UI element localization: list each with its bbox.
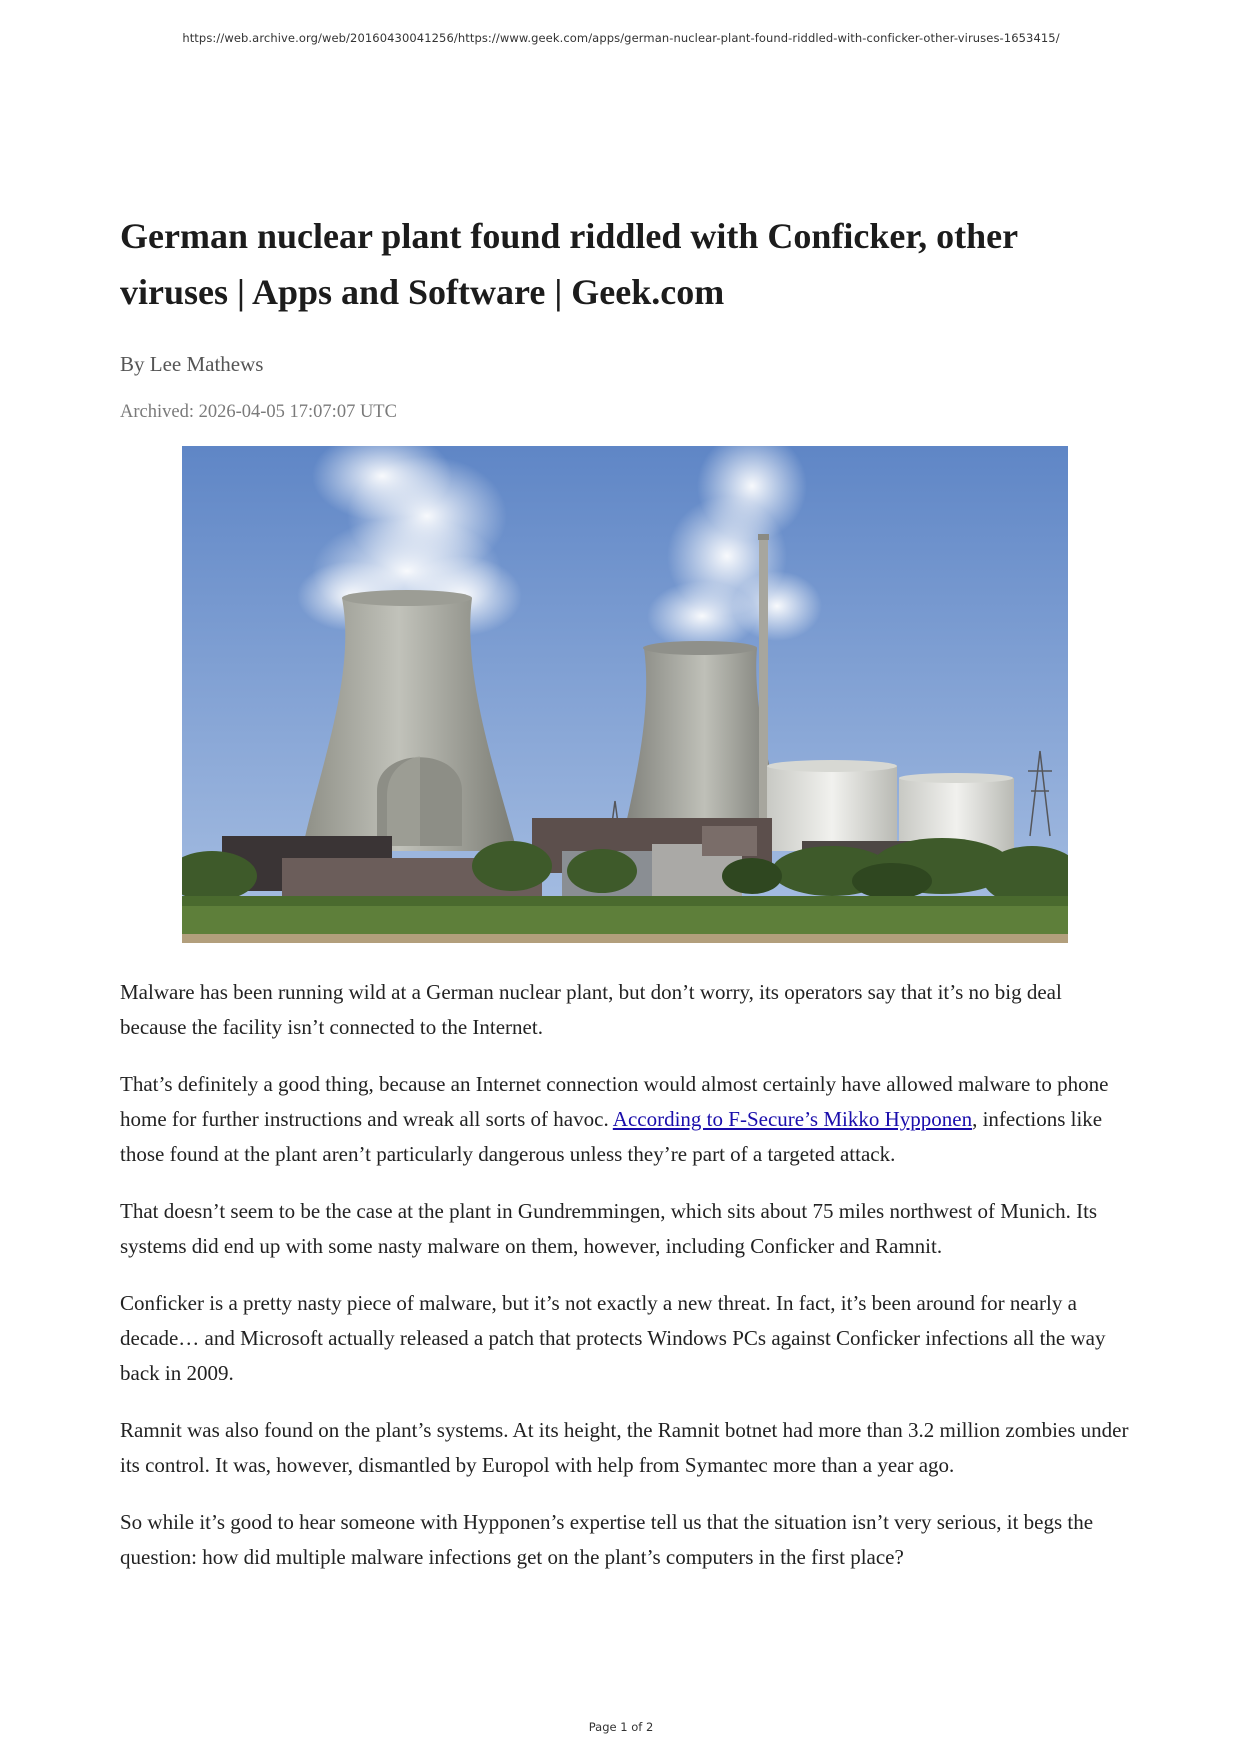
paragraph-3: That doesn’t seem to be the case at the plant in Gundremmingen, which sits about 75 miles northwest of Munich. Its systems did end up with some nasty malware on them, however, including Conficker and Ramnit. (120, 1199, 1098, 1258)
archived-timestamp: Archived: 2026-04-05 17:07:07 UTC (120, 402, 397, 422)
paragraph-2 (120, 1067, 1130, 1172)
paragraph-2-before: That’s definitely a good thing, because an Internet connection would almost certainly have allowed malware to phone home for further instructions and wreak all sorts of havoc. (120, 1072, 1109, 1131)
article-header (120, 208, 1130, 424)
nuclear-plant-illustration (182, 446, 1068, 943)
hypponen-source-link[interactable]: According to F-Secure’s Mikko Hypponen (612, 1107, 973, 1131)
paragraph-5: Ramnit was also found on the plant’s systems. At its height, the Ramnit botnet had more than 3.2 million zombies under its control. It was, however, dismantled by Europol with help from Symantec more than a year ago. (120, 1418, 1129, 1477)
archive-url: https://web.archive.org/web/20160430041256/https://www.geek.com/apps/german-nuclear-plant-found-riddled-with-conficker-other-viruses-1653415/ (182, 31, 1060, 45)
page-title: German nuclear plant found riddled with Conficker, other viruses | Apps and Software | Geek.com (120, 216, 1018, 312)
hero-image (182, 446, 1068, 943)
paragraph-1: Malware has been running wild at a German nuclear plant, but don’t worry, its operators say that it’s no big deal because the facility isn’t connected to the Internet. (120, 980, 1062, 1039)
paragraph-6: So while it’s good to hear someone with Hypponen’s expertise tell us that the situation isn’t very serious, it begs the question: how did multiple malware infections get on the plant’s computers in the first place? (120, 1510, 1094, 1569)
paragraph-4: Conficker is a pretty nasty piece of malware, but it’s not exactly a new threat. In fact, it’s been around for nearly a decade… and Microsoft actually released a patch that protects Windows PCs against Conficker infections all the way back in 2009. (120, 1291, 1106, 1385)
paragraph-2-after: , infections like those found at the plant aren’t particularly dangerous unless they’re part of a targeted attack. (120, 1107, 1103, 1166)
author-byline: By Lee Mathews (120, 352, 264, 376)
article-body (120, 975, 1130, 1597)
page-number: Page 1 of 2 (588, 1720, 654, 1734)
